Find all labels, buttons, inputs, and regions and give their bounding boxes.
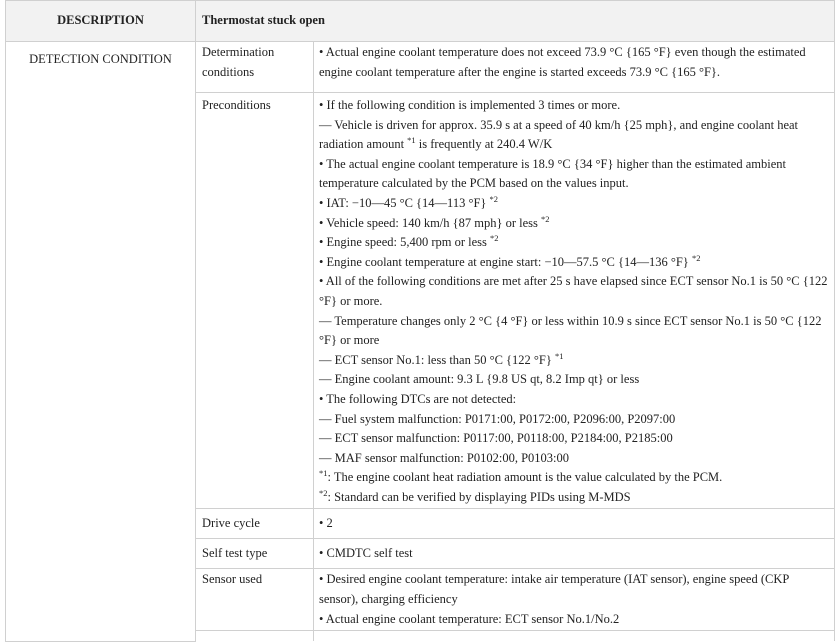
sensor-used-text [314, 569, 835, 631]
precondition-line [319, 449, 829, 469]
preconditions-text [314, 93, 835, 509]
precondition-line [319, 468, 829, 488]
precondition-text: — Engine coolant amount: 9.3 L {9.8 US qt, 8.2 Imp qt} or less [319, 372, 640, 387]
sensor-used-label: Sensor used [196, 569, 314, 631]
precondition-line [319, 351, 829, 371]
footnote-marker: *2 [691, 252, 701, 263]
precondition-text: — MAF sensor malfunction: P0102:00, P0103:00 [319, 450, 570, 465]
precondition-line [319, 155, 829, 194]
precondition-text: — ECT sensor malfunction: P0117:00, P0118:00, P2184:00, P2185:00 [319, 431, 673, 446]
precondition-line [319, 233, 829, 253]
drive-cycle-label: Drive cycle [196, 509, 314, 539]
precondition-line [319, 410, 829, 430]
precondition-text: • Engine coolant temperature at engine start: −10—57.5 °C {14—136 °F} [319, 254, 692, 269]
precondition-text: : Standard can be verified by displaying PIDs using M-MDS [327, 489, 631, 504]
precondition-text: — Temperature changes only 2 °C {4 °F} or less within 10.9 s since ECT sensor No.1 is 50 °C {122 °F} or more [319, 313, 822, 348]
precondition-text: is frequently at 240.4 W/K [415, 137, 553, 152]
footnote-marker: *1 [555, 350, 564, 361]
precondition-text: • The following DTCs are not detected: [319, 391, 517, 406]
precondition-text: • Vehicle speed: 140 km/h {87 mph} or less [319, 215, 542, 230]
precondition-line [319, 390, 829, 410]
precondition-line [319, 253, 829, 273]
precondition-line [319, 116, 829, 155]
description-value: Thermostat stuck open [196, 1, 835, 42]
precondition-line [319, 272, 829, 311]
precondition-text: • Engine speed: 5,400 rpm or less [319, 235, 491, 250]
dtc-detail-table [5, 0, 835, 642]
precondition-line [319, 194, 829, 214]
precondition-text: • The actual engine coolant temperature is 18.9 °C {34 °F} higher than the estimated ambient temperature calculated by the PCM based on the values input. [319, 156, 786, 191]
precondition-text: • If the following condition is implemented 3 times or more. [319, 98, 621, 112]
determination-text: • Actual engine coolant temperature does not exceed 73.9 °C {165 °F} even though the estimated engine coolant temperature after the engine is started exceeds 73.9 °C {165 °F}. [314, 42, 835, 93]
self-test-label: Self test type [196, 539, 314, 569]
description-label: DESCRIPTION [6, 1, 196, 42]
precondition-line [319, 96, 829, 116]
footnote-marker: *1 [319, 468, 328, 479]
self-test-value: • CMDTC self test [314, 539, 835, 569]
footnote-marker: *2 [490, 233, 499, 243]
precondition-line [319, 370, 829, 390]
determination-row [6, 42, 835, 93]
sensor-line: • Actual engine coolant temperature: ECT sensor No.1/No.2 [319, 611, 620, 626]
preconditions-label: Preconditions [196, 93, 314, 509]
precondition-text: • IAT: −10—45 °C {14—113 °F} [319, 195, 490, 210]
footnote-marker: *2 [489, 193, 499, 204]
precondition-line [319, 214, 829, 234]
header-row [6, 1, 835, 42]
determination-label: Determination conditions [196, 42, 314, 93]
precondition-text: — ECT sensor No.1: less than 50 °C {122 °F} [319, 352, 556, 367]
precondition-text: • All of the following conditions are met after 25 s have elapsed since ECT sensor No.1 is 50 °C {122 °F} or more. [319, 274, 828, 308]
footnote-marker: *2 [541, 213, 550, 224]
precondition-text: — Fuel system malfunction: P0171:00, P0172:00, P2096:00, P2097:00 [319, 411, 676, 426]
precondition-line [319, 312, 829, 351]
detection-condition-label: DETECTION CONDITION [6, 42, 196, 642]
precondition-text: — Vehicle is driven for approx. 35.9 s at a speed of 40 km/h {25 mph}, and engine coolant heat radiation amount [319, 117, 799, 152]
precondition-text: : The engine coolant heat radiation amount is the value calculated by the PCM. [327, 470, 723, 485]
sensor-line: • Desired engine coolant temperature: intake air temperature (IAT sensor), engine speed (CKP sensor), charging efficiency [319, 572, 789, 607]
footnote-marker: *1 [407, 135, 416, 146]
precondition-line [319, 429, 829, 449]
drive-cycle-value: • 2 [314, 509, 835, 539]
footnote-marker: *2 [319, 487, 328, 498]
precondition-line [319, 488, 829, 508]
